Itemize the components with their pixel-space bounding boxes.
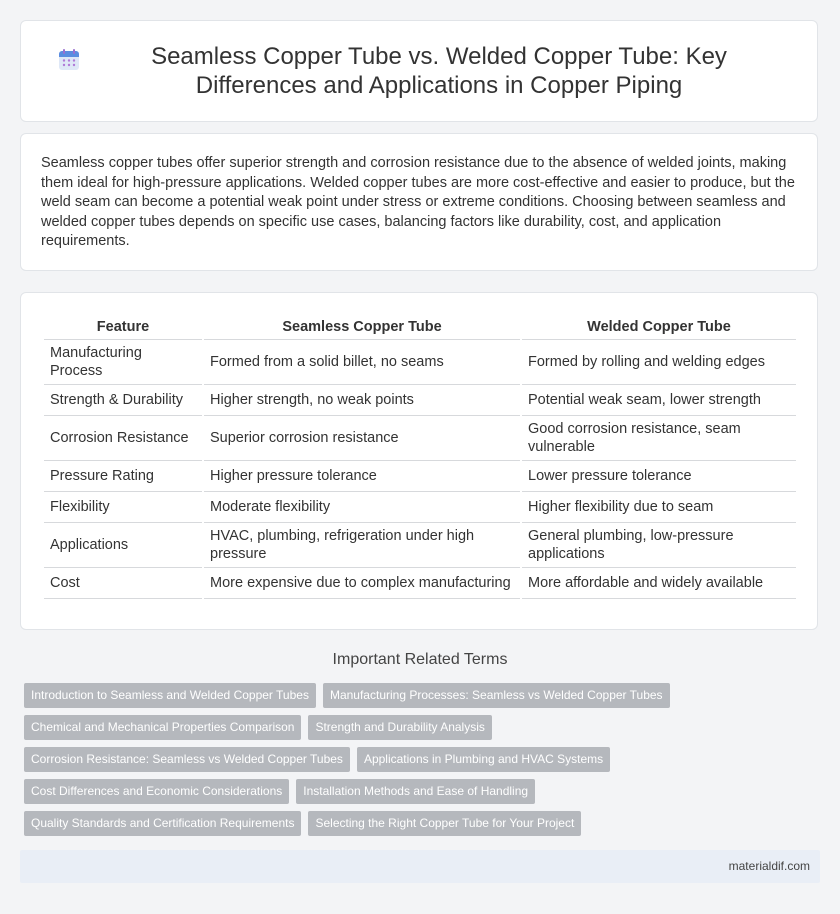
table-cell: Good corrosion resistance, seam vulnerable xyxy=(522,416,796,461)
table-cell: Corrosion Resistance xyxy=(44,416,202,461)
table-row xyxy=(44,523,796,568)
related-terms-heading: Important Related Terms xyxy=(332,651,508,668)
table-cell: Moderate flexibility xyxy=(204,492,520,523)
footer-site-link[interactable]: materialdif.com xyxy=(728,859,810,873)
intro-card xyxy=(20,133,818,271)
table-cell: Manufacturing Process xyxy=(44,340,202,385)
table-cell: Cost xyxy=(44,568,202,599)
table-row xyxy=(44,416,796,461)
table-cell: General plumbing, low-pressure applications xyxy=(522,523,796,568)
tag-row xyxy=(24,779,824,804)
page-title: Seamless Copper Tube vs. Welded Copper Tube: Key Differences and Applications in Copper Piping xyxy=(151,43,727,99)
related-term-tag[interactable]: Selecting the Right Copper Tube for Your Project xyxy=(308,811,581,836)
table-row xyxy=(44,340,796,385)
related-terms-list xyxy=(24,683,824,843)
footer xyxy=(20,850,820,883)
related-term-tag[interactable]: Corrosion Resistance: Seamless vs Welded Copper Tubes xyxy=(24,747,350,772)
column-header-welded: Welded Copper Tube xyxy=(522,311,796,340)
table-row xyxy=(44,492,796,523)
table-cell: Potential weak seam, lower strength xyxy=(522,385,796,416)
table-cell: More expensive due to complex manufacturing xyxy=(204,568,520,599)
related-term-tag[interactable]: Manufacturing Processes: Seamless vs Welded Copper Tubes xyxy=(323,683,670,708)
table-cell: Pressure Rating xyxy=(44,461,202,492)
table-cell: Lower pressure tolerance xyxy=(522,461,796,492)
table-cell: Higher flexibility due to seam xyxy=(522,492,796,523)
tag-row xyxy=(24,683,824,708)
table-cell: Superior corrosion resistance xyxy=(204,416,520,461)
table-cell: HVAC, plumbing, refrigeration under high pressure xyxy=(204,523,520,568)
related-term-tag[interactable]: Cost Differences and Economic Considerations xyxy=(24,779,289,804)
related-term-tag[interactable]: Quality Standards and Certification Requirements xyxy=(24,811,301,836)
table-cell: Formed from a solid billet, no seams xyxy=(204,340,520,385)
comparison-table xyxy=(42,311,798,599)
table-cell: Formed by rolling and welding edges xyxy=(522,340,796,385)
tag-row xyxy=(24,715,824,740)
related-term-tag[interactable]: Introduction to Seamless and Welded Copper Tubes xyxy=(24,683,316,708)
intro-paragraph: Seamless copper tubes offer superior strength and corrosion resistance due to the absence of welded joints, making them ideal for high-pressure applications. Welded copper tubes are more cost-effective and easier to produce, but the weld seam can become a potential weak point under stress or extreme conditions. Choosing between seamless and welded copper tubes depends on specific use cases, balancing factors like durability, cost, and application requirements. xyxy=(41,155,795,249)
table-header-row xyxy=(44,311,796,340)
table-cell: More affordable and widely available xyxy=(522,568,796,599)
column-header-feature: Feature xyxy=(44,311,202,340)
related-term-tag[interactable]: Strength and Durability Analysis xyxy=(308,715,491,740)
table-cell: Higher strength, no weak points xyxy=(204,385,520,416)
table-cell: Higher pressure tolerance xyxy=(204,461,520,492)
related-term-tag[interactable]: Applications in Plumbing and HVAC Systems xyxy=(357,747,610,772)
table-row xyxy=(44,385,796,416)
tag-row xyxy=(24,811,824,836)
column-header-seamless: Seamless Copper Tube xyxy=(204,311,520,340)
title-card xyxy=(20,20,818,122)
tag-row xyxy=(24,747,824,772)
table-cell: Flexibility xyxy=(44,492,202,523)
table-cell: Strength & Durability xyxy=(44,385,202,416)
related-term-tag[interactable]: Chemical and Mechanical Properties Comparison xyxy=(24,715,301,740)
table-cell: Applications xyxy=(44,523,202,568)
table-row xyxy=(44,461,796,492)
table-row xyxy=(44,568,796,599)
comparison-card xyxy=(20,292,818,630)
related-term-tag[interactable]: Installation Methods and Ease of Handling xyxy=(296,779,535,804)
